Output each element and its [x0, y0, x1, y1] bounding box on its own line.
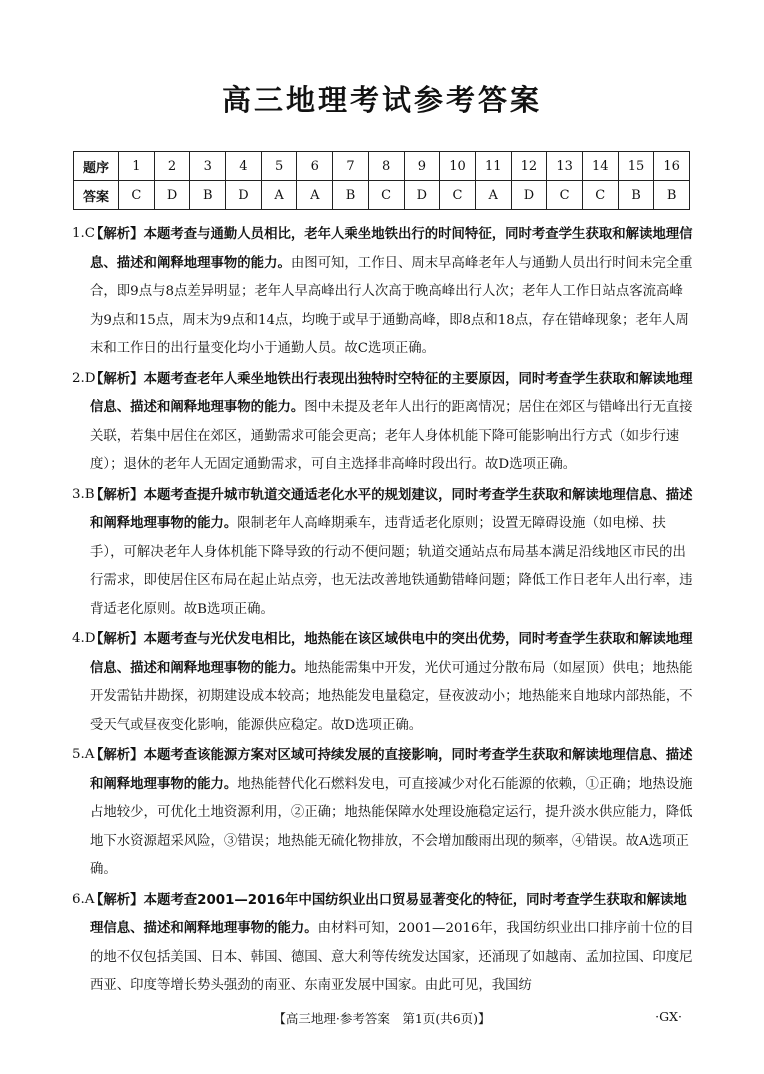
explanation-item [72, 365, 694, 480]
item-number: 6.A [72, 891, 95, 907]
explanation-item [72, 625, 694, 740]
answer-cell: C [119, 181, 155, 210]
answer-cell: B [190, 181, 226, 210]
item-lead: 本题考查2001—2016年中国纺织业出口贸易显著变化的特征，同时考查学生获取和解读地理信息、描述和阐释地理事物的能力。 [90, 892, 687, 936]
analysis-tag: 【解析】 [90, 370, 144, 387]
question-number: 3 [190, 152, 226, 181]
item-body: 地热能需集中开发，光伏可通过分散布局（如屋顶）供电；地热能开发需钻井勘探，初期建设成本较高；地热能发电量稳定，昼夜波动小；地热能来自地球内部热能，不受天气或昼夜变化影响，能源供应稳定。故D选项正确。 [90, 660, 693, 733]
question-number: 13 [547, 152, 583, 181]
explanation-item [72, 741, 694, 885]
item-body: 图中未提及老年人出行的距离情况；居住在郊区与错峰出行无直接关联，若集中居住在郊区，通勤需求可能会更高；老年人身体机能下降可能影响出行方式（如步行速度）；退休的老年人无固定通勤需求，可自主选择非高峰时段出行。故D选项正确。 [90, 400, 693, 472]
item-number: 4.D [72, 631, 96, 646]
question-number: 8 [368, 152, 404, 181]
answer-cell: C [440, 181, 476, 210]
answer-cell: A [261, 181, 297, 210]
item-lead: 本题考查老年人乘坐地铁出行表现出独特时空特征的主要原因，同时考查学生获取和解读地理信息、描述和阐释地理事物的能力。 [90, 371, 693, 415]
answer-cell: C [582, 181, 618, 210]
question-number: 1 [119, 152, 155, 181]
item-lead: 本题考查与通勤人员相比，老年人乘坐地铁出行的时间特征，同时考查学生获取和解读地理信息、描述和阐释地理事物的能力。 [90, 227, 693, 271]
answer-cell: D [154, 181, 190, 210]
answer-cell: A [297, 181, 333, 210]
explanation-list [72, 220, 694, 1002]
answer-cell: B [618, 181, 654, 210]
answer-cell: C [368, 181, 404, 210]
question-number: 2 [154, 152, 190, 181]
explanation-item [72, 886, 694, 1001]
page-footer: 【高三地理·参考答案 第1页(共6页)】 [273, 1011, 491, 1026]
item-body: 地热能替代化石燃料发电，可直接减少对化石能源的依赖，①正确；地热设施占地较少，可优化土地资源利用，②正确；地热能保障水处理设施稳定运行，提升淡水供应能力，降低地下水资源超采风险，③错误；地热能无硫化物排放，不会增加酸雨出现的频率，④错误。故A选项正确。 [90, 776, 693, 877]
explanation-item [72, 481, 694, 625]
analysis-tag: 【解析】 [90, 226, 144, 242]
analysis-tag: 【解析】 [90, 631, 144, 647]
answer-table-number-row [74, 152, 690, 181]
answer-cell: B [333, 181, 369, 210]
answer-cell: D [511, 181, 547, 210]
item-lead: 本题考查提升城市轨道交通适老化水平的规划建议，同时考查学生获取和解读地理信息、描述和阐释地理事物的能力。 [90, 487, 693, 531]
question-number: 15 [618, 152, 654, 181]
item-body: 由材料可知，2001—2016年，我国纺织业出口排序前十位的目的地不仅包括美国、日本、韩国、德国、意大利等传统发达国家，还涌现了如越南、孟加拉国、印度尼西亚、印度等增长势头强劲的南亚、东南亚发展中国家。由此可见，我国纺 [90, 921, 694, 993]
analysis-tag: 【解析】 [90, 486, 144, 503]
footer-code: ·GX· [655, 1009, 682, 1024]
answer-cell: D [404, 181, 440, 210]
number-row-label: 题序 [74, 152, 119, 181]
question-number: 16 [654, 152, 690, 181]
item-number: 2.D [72, 370, 96, 386]
question-number: 6 [297, 152, 333, 181]
answer-cell: A [475, 181, 511, 210]
analysis-tag: 【解析】 [90, 747, 144, 763]
question-number: 7 [333, 152, 369, 181]
question-number: 5 [261, 152, 297, 181]
page-title: 高三地理考试参考答案 [221, 83, 542, 117]
question-number: 14 [582, 152, 618, 181]
item-body: 限制老年人高峰期乘车，违背适老化原则；设置无障碍设施（如电梯、扶手），可解决老年人身体机能下降导致的行动不便问题；轨道交通站点布局基本满足沿线地区市民的出行需求，即使居住区布局在起止站点旁，也无法改善地铁通勤错峰问题；降低工作日老年人出行率，违背适老化原则。故B选项正确。 [90, 516, 693, 617]
question-number: 11 [475, 152, 511, 181]
answer-table-answer-row [74, 181, 690, 210]
explanation-item [72, 220, 694, 364]
question-number: 12 [511, 152, 547, 181]
analysis-tag: 【解析】 [90, 891, 144, 908]
item-number: 1.C [72, 226, 96, 241]
item-lead: 本题考查与光伏发电相比，地热能在该区域供电中的突出优势，同时考查学生获取和解读地理信息、描述和阐释地理事物的能力。 [90, 632, 693, 676]
question-number: 4 [226, 152, 262, 181]
item-body: 由图可知，工作日、周末早高峰老年人与通勤人员出行时间未完全重合，即9点与8点差异明显；老年人早高峰出行人次高于晚高峰出行人次；老年人工作日站点客流高峰为9点和15点，周末为9点和14点，均晚于或早于通勤高峰，即8点和18点，存在错峰现象；老年人周末和工作日的出行量变化均小于通勤人员。故C选项正确。 [90, 255, 693, 356]
question-number: 10 [440, 152, 476, 181]
item-lead: 本题考查该能源方案对区域可持续发展的直接影响，同时考查学生获取和解读地理信息、描述和阐释地理事物的能力。 [90, 748, 693, 792]
answer-table [73, 151, 690, 210]
question-number: 9 [404, 152, 440, 181]
item-number: 3.B [72, 486, 95, 502]
answer-cell: D [226, 181, 262, 210]
answer-cell: C [547, 181, 583, 210]
answer-cell: B [654, 181, 690, 210]
item-number: 5.A [72, 747, 95, 762]
answer-row-label: 答案 [74, 181, 119, 210]
